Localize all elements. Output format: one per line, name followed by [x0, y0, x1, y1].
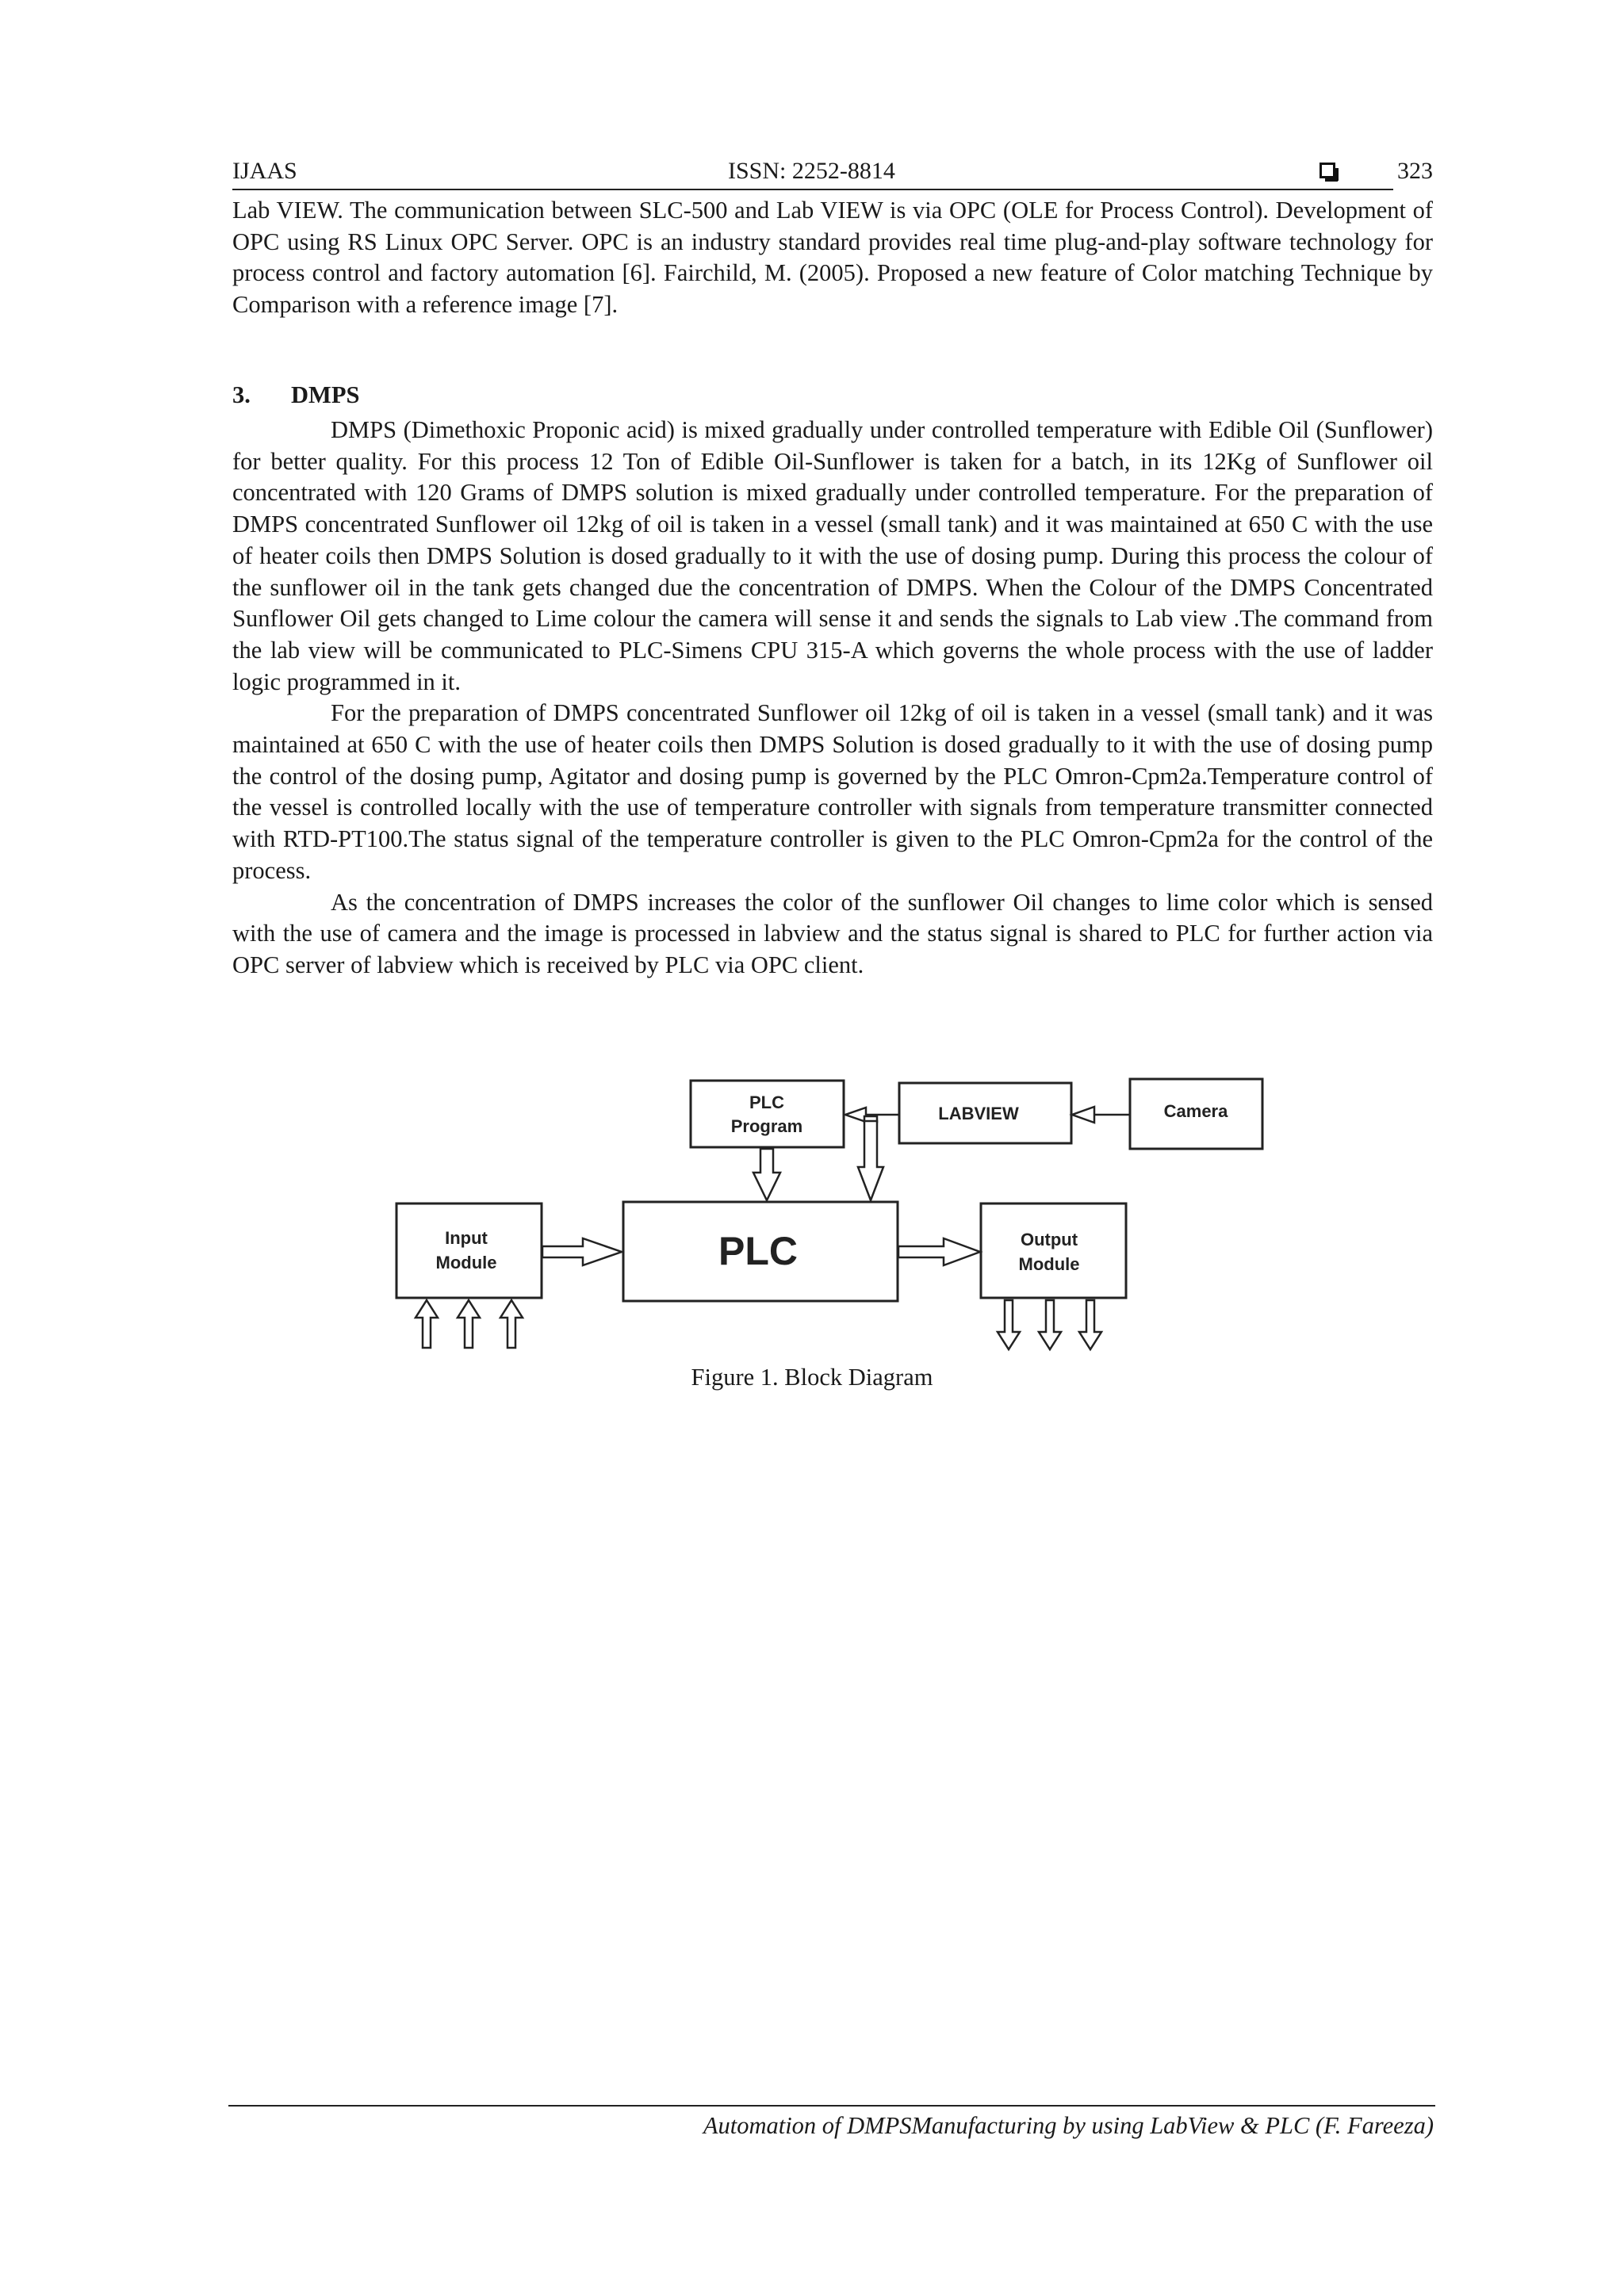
- input-module-box: [396, 1203, 542, 1298]
- output-arrow-2: [1039, 1300, 1061, 1349]
- footer-rule: [228, 2105, 1435, 2107]
- paragraph-0: Lab VIEW. The communication between SLC-500 and Lab VIEW is via OPC (OLE for Process Control). Development of OPC using RS Linux OPC Server. OPC is an industry standard provides real time plug-and-play software technology for process control and factory automation [6]. Fairchild, M. (2005). Proposed a new feature of Color matching Technique by Comparison with a reference image [7].: [232, 197, 1433, 319]
- section-number: 3.: [232, 381, 251, 408]
- text-block-top: [232, 195, 1433, 321]
- plc-label: PLC: [718, 1229, 798, 1273]
- issn: ISSN: 2252-8814: [728, 158, 895, 184]
- plc-program-label-1: PLC: [749, 1093, 784, 1112]
- input-arrow-2: [458, 1300, 480, 1348]
- running-footer: Automation of DMPSManufacturing by using LabView & PLC (F. Fareeza): [703, 2112, 1434, 2139]
- arrow-labview-to-plc: [858, 1121, 883, 1200]
- arrow-plc-program-to-plc: [753, 1149, 780, 1200]
- input-arrow-3: [500, 1300, 523, 1348]
- section-title: DMPS: [291, 381, 360, 408]
- journal-name: IJAAS: [232, 158, 297, 184]
- page-number: 323: [1397, 158, 1433, 184]
- input-arrow-1: [416, 1300, 438, 1348]
- page-header: [232, 155, 1433, 190]
- block-diagram: [389, 1073, 1281, 1367]
- arrow-plc-to-output: [898, 1238, 980, 1265]
- output-module-label-1: Output: [1020, 1230, 1078, 1249]
- paragraph-3: As the concentration of DMPS increases the color of the sunflower Oil changes to lime color which is sensed with the use of camera and the image is processed in labview and the status signal is shared to PLC for further action via OPC server of labview which is received by PLC via OPC client.: [232, 888, 1433, 978]
- plc-program-label-2: Program: [730, 1116, 803, 1136]
- section-heading: [232, 381, 359, 409]
- output-module-box: [981, 1203, 1126, 1298]
- output-module-label-2: Module: [1018, 1254, 1080, 1274]
- figure-caption: Figure 1. Block Diagram: [691, 1364, 933, 1391]
- plc-program-box: [691, 1081, 844, 1147]
- paragraph-2: For the preparation of DMPS concentrated Sunflower oil 12kg of oil is taken in a vessel (small tank) and it was maintained at 650 C with the use of heater coils then DMPS Solution is dosed gradually to it with the use of dosing pump the control of the dosing pump, Agitator and dosing pump is governed by the PLC Omron-Cpm2a.Temperature control of the vessel is controlled locally with the use of temperature controller with signals from temperature transmitter connected with RTD-PT100.The status signal of the temperature controller is given to the PLC Omron-Cpm2a for the control of the process.: [232, 699, 1433, 884]
- block-diagram-svg: [389, 1073, 1281, 1367]
- output-arrow-3: [1079, 1300, 1101, 1349]
- arrow-camera-to-labview: [1072, 1107, 1130, 1123]
- page-box-icon: [1320, 163, 1335, 178]
- labview-label: LABVIEW: [938, 1104, 1019, 1123]
- header-rule: [232, 189, 1393, 190]
- text-block-section: [232, 415, 1433, 982]
- output-arrow-1: [998, 1300, 1020, 1349]
- arrow-input-to-plc: [542, 1238, 622, 1265]
- input-module-label-1: Input: [445, 1228, 488, 1248]
- camera-label: Camera: [1163, 1101, 1228, 1121]
- input-module-label-2: Module: [435, 1253, 497, 1272]
- paragraph-1: DMPS (Dimethoxic Proponic acid) is mixed gradually under controlled temperature with Edible Oil (Sunflower) for better quality. For this process 12 Ton of Edible Oil-Sunflower is taken for a batch, in its 12Kg of Sunflower oil concentrated with 120 Grams of DMPS solution is mixed gradually under controlled temperature. For the preparation of DMPS concentrated Sunflower oil 12kg of oil is taken in a vessel (small tank) and it was maintained at 650 C with the use of heater coils then DMPS Solution is dosed gradually to it with the use of dosing pump. During this process the colour of the sunflower oil in the tank gets changed due the concentration of DMPS. When the Colour of the DMPS Concentrated Sunflower Oil gets changed to Lime colour the camera will sense it and sends the signals to Lab view .The command from the lab view will be communicated to PLC-Simens CPU 315-A which governs the whole process with the use of ladder logic programmed in it.: [232, 416, 1433, 695]
